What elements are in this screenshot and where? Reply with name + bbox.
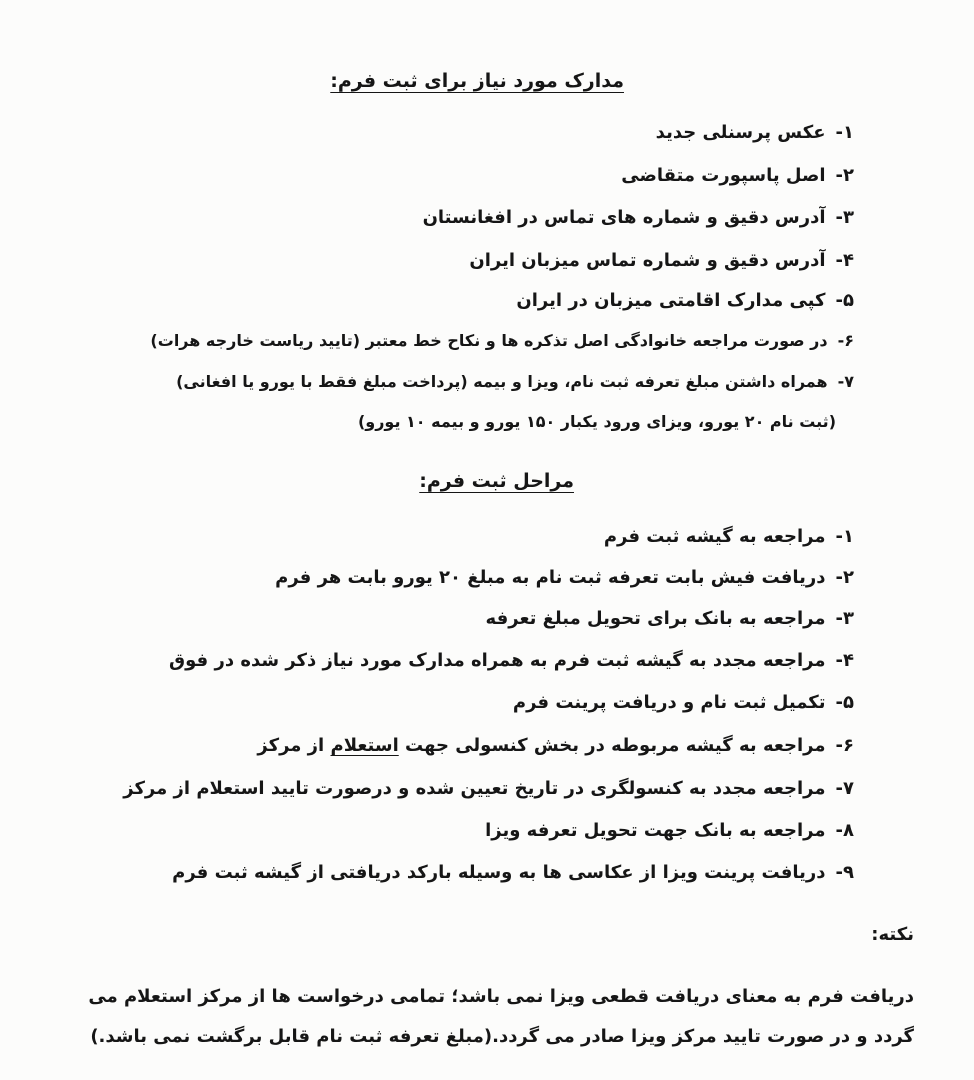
item-text: همراه داشتن مبلغ تعرفه ثبت نام، ویزا و بیمه (پرداخت مبلغ فقط با یورو یا افغانی) [176, 372, 828, 391]
note-line: گردد و در صورت تایید مرکز ویزا صادر می گردد.(مبلغ تعرفه ثبت نام قابل برگشت نمی باشد.) [90, 1026, 914, 1047]
documents-item [40, 207, 854, 228]
note-line: دریافت فرم به معنای دریافت قطعی ویزا نمی باشد؛ تمامی درخواست ها از مرکز استعلام می [88, 986, 914, 1007]
documents-title: مدارک مورد نیاز برای ثبت فرم: [330, 70, 624, 92]
item-number: ۶- [837, 331, 854, 350]
step-text: دریافت پرینت ویزا از عکاسی ها به وسیله بارکد دریافتی از گیشه ثبت فرم [172, 862, 826, 883]
step-number: ۳- [835, 608, 854, 629]
step-number: ۶- [835, 735, 854, 756]
step-number: ۴- [835, 650, 854, 671]
step-text: مراجعه مجدد به کنسولگری در تاریخ تعیین شده و درصورت تایید استعلام از مرکز [123, 778, 826, 799]
step-item [40, 526, 854, 547]
step-number: ۱- [835, 526, 854, 547]
step-text: مراجعه به بانک جهت تحویل تعرفه ویزا [485, 820, 826, 841]
item-number: ۳- [835, 207, 854, 228]
item-number: ۱- [835, 122, 854, 143]
documents-item [40, 331, 854, 350]
step-number: ۲- [835, 567, 854, 588]
item-text: آدرس دقیق و شماره تماس میزبان ایران [469, 250, 826, 271]
step-number: ۷- [835, 778, 854, 799]
step-item [40, 778, 854, 799]
step-item [40, 650, 854, 671]
item-number: ۵- [835, 290, 854, 311]
item-text: در صورت مراجعه خانوادگی اصل تذکره ها و نکاح خط معتبر (تایید ریاست خارجه هرات) [150, 331, 828, 350]
step-item [40, 735, 854, 756]
steps-title: مراحل ثبت فرم: [419, 470, 574, 492]
step-item [40, 862, 854, 883]
item-number: ۷- [837, 372, 854, 391]
step-text: مراجعه به گیشه مربوطه در بخش کنسولی جهت [405, 735, 826, 756]
item-text: عکس پرسنلی جدید [655, 122, 826, 143]
step-number: ۹- [835, 862, 854, 883]
step-item [40, 820, 854, 841]
step-number: ۵- [835, 692, 854, 713]
fees-line: (ثبت نام ۲۰ یورو، ویزای ورود یکبار ۱۵۰ یورو و بیمه ۱۰ یورو) [357, 412, 836, 431]
step-text: از مرکز [257, 735, 325, 756]
step-text: تکمیل ثبت نام و دریافت پرینت فرم [512, 692, 826, 713]
step-number: ۸- [835, 820, 854, 841]
documents-item [40, 372, 854, 391]
item-text: کپی مدارک اقامتی میزبان در ایران [516, 290, 826, 311]
note-title: نکته: [871, 924, 914, 945]
step-underlined-word: استعلام [330, 735, 399, 756]
documents-item [40, 290, 854, 311]
step-text: مراجعه مجدد به گیشه ثبت فرم به همراه مدارک مورد نیاز ذکر شده در فوق [169, 650, 826, 671]
item-number: ۲- [835, 165, 854, 186]
item-text: اصل پاسپورت متقاضی [621, 165, 826, 186]
documents-item [40, 122, 854, 143]
step-item [40, 567, 854, 588]
step-item [40, 608, 854, 629]
documents-item [40, 165, 854, 186]
step-text: مراجعه به گیشه ثبت فرم [603, 526, 826, 547]
step-text: مراجعه به بانک برای تحویل مبلغ تعرفه [485, 608, 826, 629]
item-number: ۴- [835, 250, 854, 271]
documents-item [40, 250, 854, 271]
step-item [40, 692, 854, 713]
item-text: آدرس دقیق و شماره های تماس در افغانستان [422, 207, 826, 228]
step-text: دریافت فیش بابت تعرفه ثبت نام به مبلغ ۲۰ یورو بابت هر فرم [275, 567, 826, 588]
